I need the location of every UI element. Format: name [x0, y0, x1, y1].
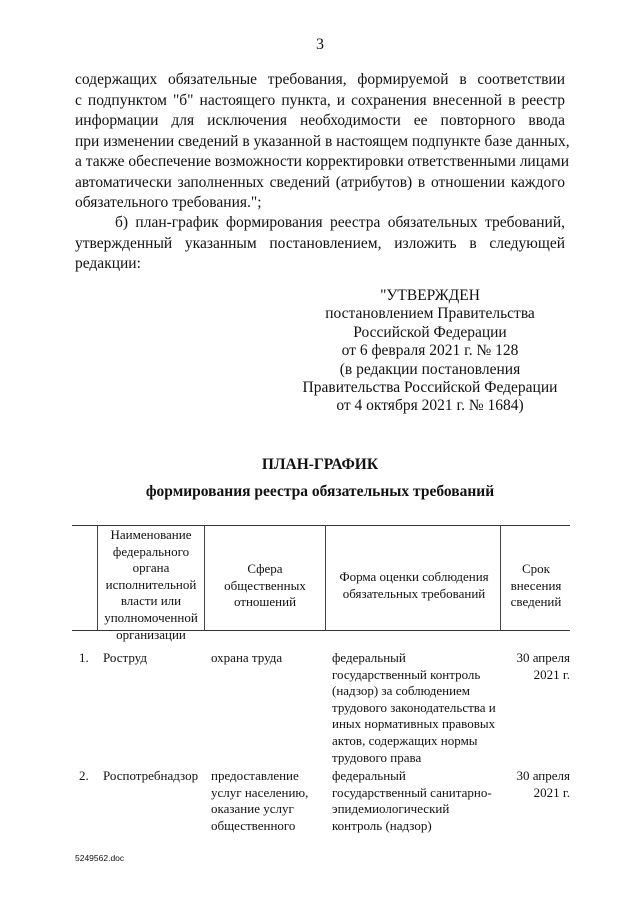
row-1-sphere: охрана труда: [211, 650, 283, 665]
approval-line: Правительства Российской Федерации: [302, 379, 558, 397]
document-subtitle: формирования реестра обязательных требований: [145, 483, 495, 500]
document-title: ПЛАН-ГРАФИК: [261, 456, 379, 473]
row-2-number: 2.: [79, 768, 89, 783]
approval-line: "УТВЕРЖДЕН: [380, 287, 480, 304]
row-1-deadline: 30 апреля 2021 г.: [516, 650, 570, 682]
approval-line: Российской Федерации: [353, 323, 507, 341]
text-line: содержащих обязательные требования, формируемой в соответствии: [75, 71, 565, 88]
text-line: автоматически заполненных сведений (атрибутов) в отношении каждого: [75, 173, 565, 191]
header-sphere: Сфера общественных отношений: [224, 561, 306, 610]
page-number: 3: [316, 36, 324, 53]
text-line: утвержденный указанным постановлением, изложить в следующей: [75, 234, 565, 252]
table-top-border: [72, 525, 570, 526]
text-line: информации для исключения необходимости ее повторного ввода: [75, 112, 565, 129]
row-1-form: федеральный государственный контроль (надзор) за соблюдением трудового законодательства и иных нормативных правовых актов, содержащих нормы трудового права: [332, 650, 496, 765]
text-line: обязательного требования.";: [75, 194, 262, 211]
approval-line: постановлением Правительства: [325, 305, 535, 323]
header-organ: Наименование федерального органа исполнительной власти или уполномоченной организации: [104, 527, 198, 642]
paragraph-2: [75, 213, 565, 275]
approval-line: от 6 февраля 2021 г. № 128: [341, 342, 519, 360]
text-line: с подпунктом "б" настоящего пункта, и сохранения внесенной в реестр: [75, 91, 565, 109]
row-2-form: федеральный государственный санитарно-эпидемиологический контроль (надзор): [332, 768, 492, 833]
column-divider: [204, 525, 205, 631]
header-form: Форма оценки соблюдения обязательных требований: [339, 569, 489, 601]
row-1-number: 1.: [79, 650, 89, 665]
column-divider: [97, 525, 98, 631]
row-2-deadline: 30 апреля 2021 г.: [516, 768, 570, 800]
header-deadline: Срок внесения сведений: [510, 561, 562, 610]
row-2-sphere: предоставление услуг населению, оказание услуг общественного: [211, 768, 309, 833]
column-divider: [500, 525, 501, 631]
text-line: а также обеспечение возможности корректировки ответственными лицами: [75, 153, 570, 170]
paragraph-1: [75, 70, 570, 214]
approval-line: (в редакции постановления: [339, 360, 521, 378]
approval-stamp: [300, 287, 560, 416]
text-line: б) план-график формирования реестра обязательных требований,: [115, 214, 565, 231]
row-1-organ: Роструд: [103, 650, 147, 665]
text-line: при изменении сведений в указанной в настоящем подпункте базе данных,: [75, 132, 570, 150]
text-line: редакции:: [75, 255, 141, 272]
approval-line: от 4 октября 2021 г. № 1684): [336, 397, 524, 415]
row-2-organ: Роспотребнадзор: [103, 768, 199, 783]
file-name-footer: 5249562.doc: [75, 853, 125, 863]
column-divider: [325, 525, 326, 631]
